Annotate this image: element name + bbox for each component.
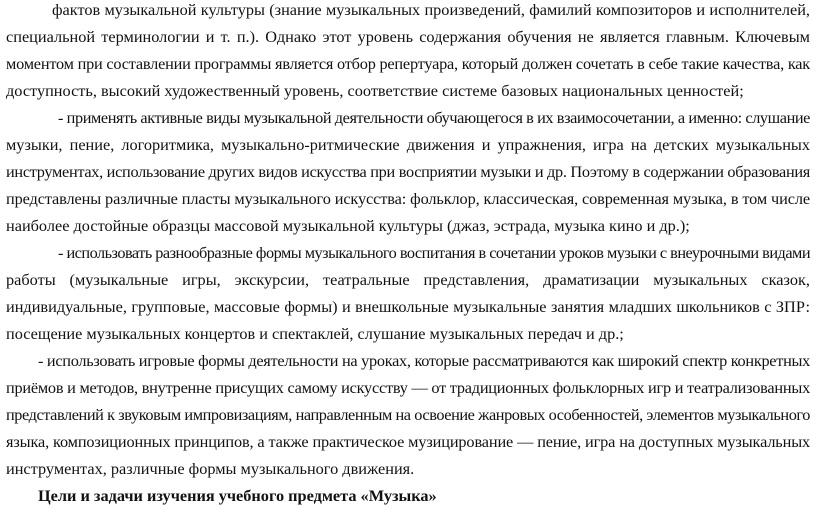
text-line: музыки, пение, логоритмика, музыкально-ритмические движения и упражнения, игра на детских музыкальных [6,135,810,154]
text-line: - использовать игровые формы деятельности на уроках, которые рассматриваются как широкий спектр конкретных [38,351,811,370]
text-line: - применять активные виды музыкальной деятельности обучающегося в их взаимосочетании, а именно: слушание [58,108,810,127]
text-line: фактов музыкальной культуры (знание музыкальных произведений, фамилий композиторов и исполнителей, [52,0,810,19]
text-line: доступность, высокий художественный уровень, соответствие системе базовых национальных ценностей; [6,81,744,100]
text-line: посещение музыкальных концертов и спектаклей, слушание музыкальных передач и др.; [6,324,624,343]
text-line: инструментах, различные формы музыкального движения. [6,459,415,478]
section-heading: Цели и задачи изучения учебного предмета «Музыка» [38,486,437,505]
text-line: индивидуальные, групповые, массовые формы) и внешкольные музыкальные занятия младших школьников с ЗПР: [6,297,810,316]
text-line: приёмов и методов, внутренне присущих самому искусству — от традиционных фольклорных игр и театрализованных [6,378,810,397]
text-line: языка, композиционных принципов, а также практическое музицирование — пение, игра на доступных музыкальных [6,432,811,451]
text-line: работы (музыкальные игры, экскурсии, театральные представления, драматизации музыкальных сказок, [6,270,810,289]
text-line: специальной терминологии и т. п.). Однако этот уровень содержания обучения не является главным. Ключевым [6,27,810,46]
text-line: инструментах, использование других видов искусства при восприятии музыки и др. Поэтому в содержании образования [6,162,810,181]
text-line: моментом при составлении программы является отбор репертуара, который должен сочетать в себе такие качества, как [6,54,810,73]
text-line: - использовать разнообразные формы музыкального воспитания в сочетании уроков музыки с внеурочными видами [58,243,811,262]
text-line: наиболее достойные образцы массовой музыкальной культуры (джаз, эстрада, музыка кино и др.); [6,216,690,235]
text-line: представлены различные пласты музыкального искусства: фольклор, классическая, современная музыка, в том числе [6,189,810,208]
text-line: представлений к звуковым импровизациям, направленным на освоение жанровых особенностей, элементов музыкального [6,405,810,424]
